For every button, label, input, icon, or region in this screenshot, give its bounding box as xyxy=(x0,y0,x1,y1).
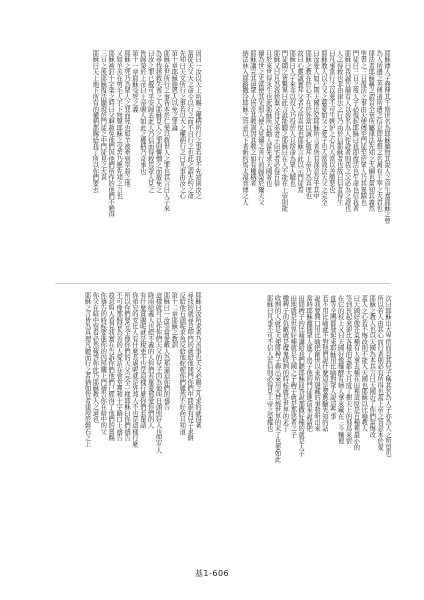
text-column: 耶穌之言皆為真理凡聽而行之者猶如智者建屋於磐石之上 xyxy=(83,292,91,447)
text-column: 你禱告的時候要進你的內屋關上門禱告你在暗中的父 xyxy=(99,292,107,435)
text-column: 為尋找拯救失喪之人耶穌見人之罪則憐憫之而赦免之 xyxy=(154,50,162,193)
text-column: 降雨給義人也給不義的人你們若單愛那愛你們的人 xyxy=(146,292,154,429)
text-column: 且於來世得永生也此耶穌所以勸人當先求天國者也 xyxy=(264,50,272,187)
text-column: 第十一章耶穌受死之義 xyxy=(130,50,138,112)
text-column: 有什麼賞賜呢就是稅吏不也是這樣行麼你們若單請 xyxy=(138,292,146,429)
text-column: 你父在暗中察看必然報答你此乃耶穌教人之道也 xyxy=(91,292,99,423)
text-column: 為人所遺之善傳道所遺之信息即基督之名萬有主宰之大君也 xyxy=(375,50,383,212)
text-block-top-left xyxy=(60,50,200,255)
text-column: 田間稗子的比喻講給我們聽耶穌回答說那撒好種的就是人子 xyxy=(297,295,305,457)
text-column: 耶穌之教人也以天國為本其言曰天國近了你們當悔改 xyxy=(368,295,376,438)
text-column: 三日之後耶穌復活顯現於門徒之中門徒見之大喜 xyxy=(99,50,107,181)
text-column: 又如羊羔在剪毛人手下無聲耶穌之受苦乃應先知之言也 xyxy=(115,50,123,199)
page-divider-horizontal xyxy=(55,283,390,284)
text-column: 耶穌在世所行之事皆本於仁愛以救世人之罪也其言曰人子來 xyxy=(162,50,170,212)
text-column: 故曰心靈誠實拜父者父所喜悅也耶穌言此以示門徒焉 xyxy=(296,50,304,193)
text-column: 耶穌傳人子務俾其千斯世名為耶穌雖無其說人之首生嘉耶穌之曾 xyxy=(383,50,390,224)
text-column: 撒稗子的仇敵就是魔鬼收割的時候就是世界的末了 xyxy=(281,295,289,432)
text-column: 當時耶穌離開眾人進了房子他的門徒進前來說請把 xyxy=(305,295,313,432)
text-column: 不可像那假冒為善的人愛站在會堂裡和十字路口上禱告 xyxy=(115,292,123,441)
text-column: 說我要開口用比喻把創世以來所隱藏的事發明出來 xyxy=(312,295,320,432)
text-column: 律法者耶穌稱之謂首全章所屬律法先知之大綱也當知其義然 xyxy=(367,50,375,212)
text-column: 第十二章耶穌之教訓 xyxy=(170,292,178,348)
text-column: 反給他石頭呢求魚反給他蛇呢你們雖然不好尚且知道 xyxy=(178,292,186,435)
text-column: 人之得救也非由律法之行乃由於信耶穌者也故曰信者得生 xyxy=(335,50,343,205)
text-column: 曰天國好像芥菜種有人拿去種在田裡這原是百種裡最小的 xyxy=(352,295,360,450)
text-column: 皆歸榮於上帝曰上帝賜人如此之權柄乃奇事也 xyxy=(138,50,146,174)
text-column: 耶穌又曰凡為我捨棄父母兄弟妻子田宅者必得百倍 xyxy=(272,50,280,187)
text-column: 若不用比喻就不對他們說什麼這是要應驗先知的話 xyxy=(320,295,328,432)
text-column: 故意叫人看見我實在告訴你們他們已經得了他們的賞賜 xyxy=(107,292,115,441)
text-column: 等到長起來卻比各樣的菜都大且成了樹天上的飛鳥來宿 xyxy=(344,295,352,444)
text-column: 你弟兄的安比人有什麼長處呢就是外邦人不也是這樣行麼 xyxy=(130,292,138,447)
text-column: 耶穌曰天上地下所有的權柄都賜給我了所以你們要去 xyxy=(91,50,99,193)
text-column: 耶穌曰凡事不可不信人若信則必得見上帝之榮耀也 xyxy=(265,295,273,432)
text-column: 納法林入耶路撒冷耶穌之旨意以下者新約馬太福音傳之人 xyxy=(240,50,248,205)
text-column: 門徒聞之皆驚異曰此言誰能聽之耶穌曰在人不能在上帝則能 xyxy=(280,50,288,212)
text-column: 聖書之三日復活之事由天使傳至門徒至於眾人乃其異蹟也 xyxy=(359,50,367,205)
text-column: 耶穌講完其道眾人皆奇其教訓因其教之如有權柄者 xyxy=(248,50,256,187)
text-column: 所以若人由其心而行者則必有所得也蓋上帝之旨意本於愛 xyxy=(376,295,384,450)
text-column: 耶穌被釘十字架之時曰父啊赦免他們因他們所作的他們不曉得 xyxy=(107,50,115,218)
text-column: 第十章耶穌施恩人以免之罪論 xyxy=(170,50,178,131)
text-block-top-right xyxy=(222,50,389,272)
text-column: 曰汝愛人如己則天國近矣耶穌所言者皆有深意存乎其中 xyxy=(311,50,319,199)
text-column: 耶穌曰人子來非以役人乃役於人且捨命為眾人贖也 xyxy=(288,50,296,187)
text-column: 因曰一汝以天上所賜之權柄所行之事若我不先知則汝之 xyxy=(194,50,201,199)
text-column: 爾為世之光當使其光照人使人見爾之善行而歸榮於爾天父 xyxy=(256,50,264,205)
text-column: 尋找的就尋見叩門的就給他開門你們中間誰有兒子求餅 xyxy=(186,292,194,441)
text-column: 蓋人之心若不悔改則不能入天國也耶穌以比喻教人 xyxy=(360,295,368,432)
text-column: 曰凡事當行之以愛不可生嫉妒之心凡人當以善勝惡也 xyxy=(327,50,335,193)
text-column: 次日耶穌出大卑宿而見其兒子稱其名為人子亦為人之所望也 xyxy=(384,295,391,457)
text-column: 當從天父大之命令以行之而不自行之也此之謂大約之命 xyxy=(186,50,194,199)
text-column: 耶穌教人以天父之慈愛如父之愛子也人當效法天父之完全 xyxy=(319,50,327,205)
text-block-bottom-right xyxy=(230,295,390,520)
text-column: 耶穌曰我誠告爾有人以我名為人作證者則我之父必為之證也 xyxy=(343,50,351,212)
text-column: 所以你們要完全像你們的天父完全一樣耶穌曰你們禱告 xyxy=(122,292,130,441)
text-column: 曰汝之罪已赦可平安歸去此人乃信而得救焉眾人見之 xyxy=(146,50,154,193)
text-column: 田地就是世界好種就是天國之子稗子就是那惡者之子 xyxy=(289,295,297,438)
page-number: 基1-606 xyxy=(194,569,230,578)
text-column: 耶穌之教在於心不在於外當以誠心敬拜上帝乃為真理也 xyxy=(304,50,312,199)
text-column: 耶穌曰汝所求者乃善事也天父必賜之凡求的就得著 xyxy=(194,292,201,429)
text-column: 耶穌曰一汝等當愛敵人為那逼迫你們的禱告 xyxy=(162,292,170,410)
text-block-bottom-left xyxy=(58,292,200,517)
text-column: 直等全團都發起來耶穌用比喻對眾人說這些事 xyxy=(328,295,336,419)
text-column: 在它的枝上又曰天國好像麵酵有婦人拿來藏在三斗麵裡 xyxy=(336,295,344,444)
text-column: 耶穌之死乃為眾人之罪而死也如羊被牽到宰殺之地 xyxy=(122,50,130,187)
text-column: 收割的人就是天使將稗子薅出來用火焚燒世界的末了也要如此 xyxy=(273,295,281,463)
text-column: 這樣就可以作你們天父的兒子因為他叫日頭照好人也照歹人 xyxy=(154,292,162,454)
text-column: 門徒曰三日之後人子必復起耶穌曰我即復活也生命也信我者 xyxy=(351,50,359,212)
text-column: 先知曰天文所行之事若以大之權柄行之曰凡事由汝之心 xyxy=(178,50,186,199)
